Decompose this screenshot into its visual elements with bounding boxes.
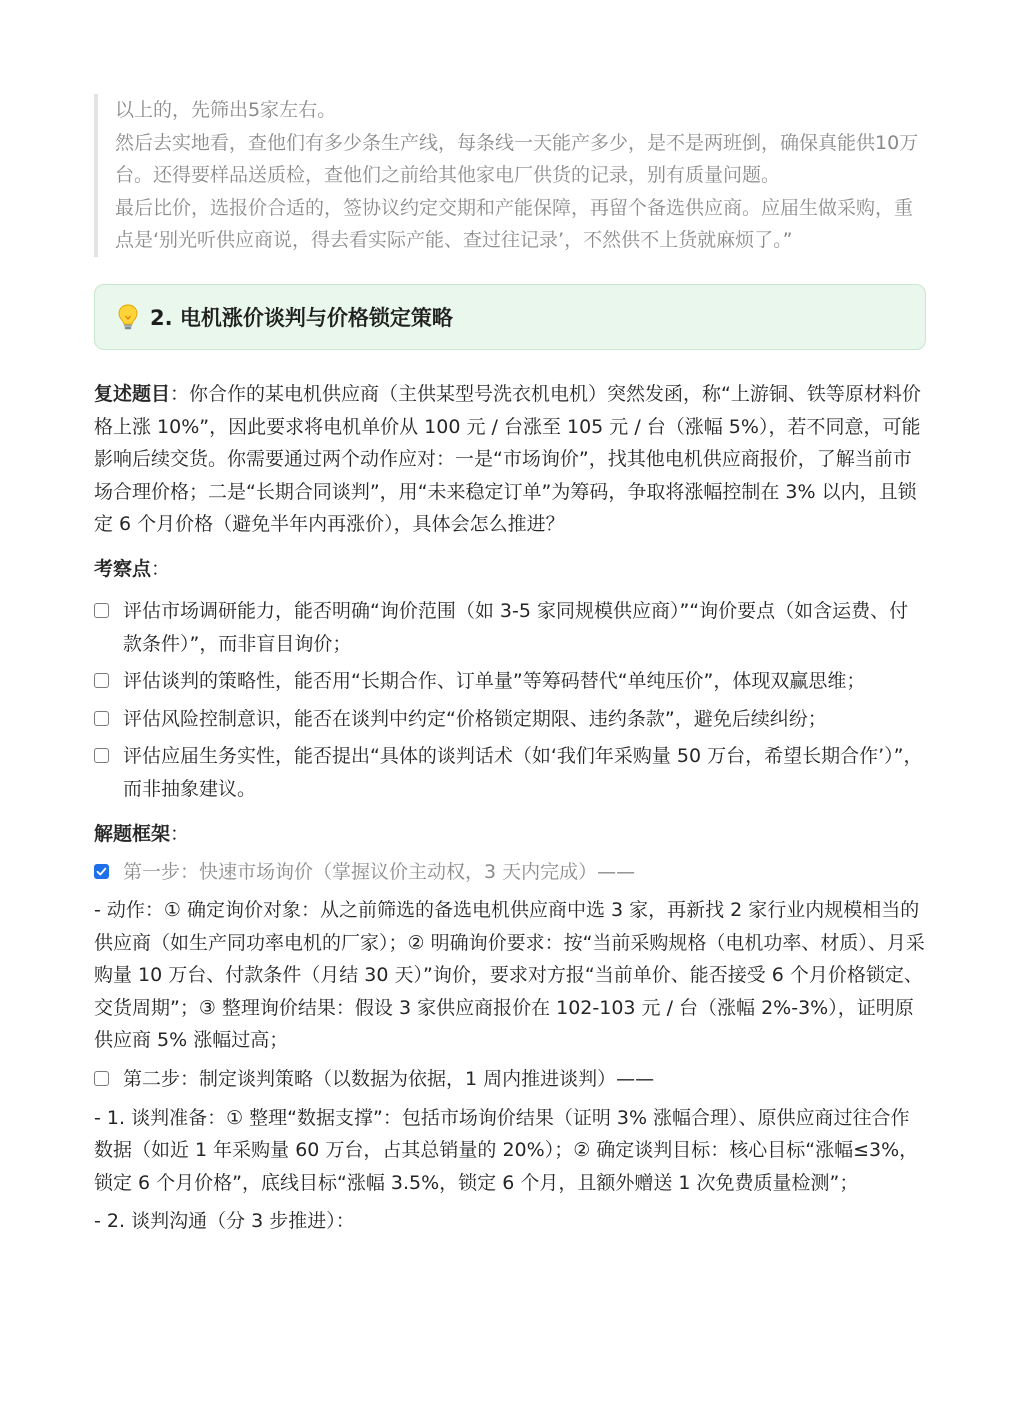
blockquote [94,94,926,257]
step-1-item [94,856,926,889]
step-1-title: 第一步：快速市场询价（掌握议价主动权，3 天内完成）—— [123,860,636,883]
checkbox[interactable] [94,748,109,763]
framework-label: 解题框架 [94,822,171,845]
quote-line-3: 最后比价，选报价合适的，签协议约定交期和产能保障，再留个备选供应商。应届生做采购，重点是‘别光听供应商说，得去看实际产能、查过往记录’，不然供不上货就麻烦了。” [115,196,914,252]
examine-checklist [94,595,926,806]
section-callout [94,284,926,350]
checkbox-checked[interactable] [94,864,109,879]
checklist-item [94,740,926,805]
checklist-item [94,595,926,660]
checkbox[interactable] [94,1071,109,1086]
framework-colon: ： [170,822,190,845]
checklist-item-text: 评估风险控制意识，能否在谈判中约定“价格锁定期限、违约条款”，避免后续纠纷； [123,707,827,730]
checklist-item-text: 评估谈判的策略性，能否用“长期合作、订单量”等筹码替代“单纯压价”，体现双赢思维； [123,670,866,693]
checkbox[interactable] [94,603,109,618]
checklist-item [94,665,926,698]
quote-line-2: 然后去实地看，查他们有多少条生产线，每条线一天能产多少，是不是两班倒，确保真能供10万台。还得要样品送质检，查他们之前给其他家电厂供货的记录，别有质量问题。 [115,131,919,187]
framework-heading [94,818,926,850]
checkbox[interactable] [94,711,109,726]
checklist-item-text: 评估应届生务实性，能否提出“具体的谈判话术（如‘我们年采购量 50 万台，希望长期合作’）”，而非抽象建议。 [123,745,923,800]
step-2-item [94,1063,926,1096]
examine-heading [94,553,926,585]
checklist-item [94,703,926,736]
step-2-body-1: - 1. 谈判准备：① 整理“数据支撑”：包括市场询价结果（证明 3% 涨幅合理）、原供应商过往合作数据（如近 1 年采购量 60 万台，占其总销量的 20%）；② 确定谈判目标：核心目标“涨幅≤3%，锁定 6 个月价格”，底线目标“涨幅 3.5%，锁定 6 个月，且额外赠送 1 次免费质量检测”； [94,1106,919,1194]
step-1-body: - 动作：① 确定询价对象：从之前筛选的备选电机供应商中选 3 家，再新找 2 家行业内规模相当的供应商（如生产同功率电机的厂家）；② 明确询价要求：按“当前采购规格（电机功率、材质）、月采购量 10 万台、付款条件（月结 30 天）”询价，要求对方报“当前单价、能否接受 6 个月价格锁定、交货周期”；③ 整理询价结果：假设 3 家供应商报价在 102-103 元 / 台（涨幅 2%-3%），证明原供应商 5% 涨幅过高； [94,899,925,1052]
checkbox[interactable] [94,673,109,688]
quote-line-1: 以上的，先筛出5家左右。 [115,99,337,121]
step-2-body-2: - 2. 谈判沟通（分 3 步推进）： [94,1210,355,1233]
lightbulb-icon [117,304,139,330]
restate-paragraph [94,378,926,541]
examine-label: 考察点 [94,557,152,580]
examine-colon: ： [151,557,171,580]
checkmark-icon [96,866,107,877]
document-page [94,94,926,1238]
step-2-title: 第二步：制定谈判策略（以数据为依据，1 周内推进谈判）—— [123,1068,655,1091]
checklist-item-text: 评估市场调研能力，能否明确“询价范围（如 3-5 家同规模供应商）”“询价要点（如含运费、付款条件）”，而非盲目询价； [123,599,909,655]
restate-text: ：你合作的某电机供应商（主供某型号洗衣机电机）突然发函，称“上游铜、铁等原材料价格上涨 10%”，因此要求将电机单价从 100 元 / 台涨至 105 元 / 台（涨幅 5%），若不同意，可能影响后续交货。你需要通过两个动作应对：一是“市场询价”，找其他电机供应商报价，了解当前市场合理价格；二是“长期合同谈判”，用“未来稳定订单”为筹码，争取将涨幅控制在 3% 以内，且锁定 6 个月价格（避免半年内再涨价），具体会怎么推进？ [94,382,921,536]
restate-label: 复述题目 [94,382,171,405]
section-title: 2. 电机涨价谈判与价格锁定策略 [150,305,453,330]
